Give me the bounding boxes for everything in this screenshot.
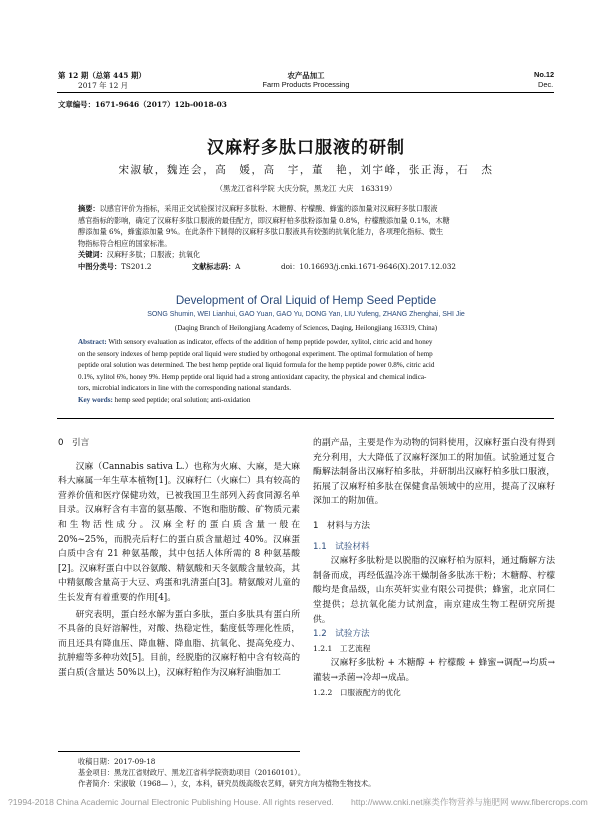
footnotes (78, 756, 548, 789)
section-test-methods: 1.2 试验方法 (313, 629, 370, 640)
english-abstract-line: peptide oral solution was determined. The best hemp peptide oral liquid formula for the hemp peptide power 0.8%, citric acid (78, 361, 435, 370)
abstract-label: 摘要： (78, 204, 100, 213)
english-title: Development of Oral Liquid of Hemp Seed Peptide (175, 294, 437, 307)
received-date: 收稿日期：2017-09-18 (78, 757, 156, 766)
doc-code-label: 文献标志码： (192, 261, 236, 271)
right-column (313, 436, 555, 700)
author-list: 宋淑敏，魏连会，高 媛，高 宇，董 艳，刘宇峰，张正海，石 杰 (118, 164, 494, 176)
materials-paragraph: 汉麻籽多肽粉是以脱脂的汉麻籽柏为原料，通过酶解方法制备而成，再经低温冷冻干燥制备多肽冻干粉；木糖醇、柠檬酸均是食品级，山东英轩实业有限公司提供；蜂蜜，北京同仁堂提供；总抗氧化能力试剂盒，南京建成生物工程研究所提供。 (313, 556, 555, 625)
keywords-cn: 汉麻籽多肽；口服液；抗氧化 (106, 250, 201, 260)
clc-label: 中图分类号： (78, 261, 122, 271)
abstract-line: 物指标符合相应的国家标准。 (78, 238, 172, 248)
header-rule (57, 92, 554, 93)
abstract-rule (57, 418, 554, 419)
journal-month: Dec. (538, 80, 554, 89)
affiliation: （黑龙江省科学院 大庆分院，黑龙江 大庆 163319） (215, 184, 397, 193)
site-watermark: 麻类作物营养与施肥网 www.fibercrops.com (422, 797, 588, 807)
doi-label: doi： (280, 261, 300, 271)
left-column (58, 436, 300, 681)
keywords-label: 关键词： (78, 250, 107, 260)
english-authors: SONG Shumin, WEI Lianhui, GAO Yuan, GAO Yu, DONG Yan, LIU Yufeng, ZHANG Zhenghai, SHI Jie (147, 311, 465, 318)
process-flow-paragraph: 汉麻籽多肽粉 + 木糖醇 + 柠檬酸 + 蜂蜜→调配→均质→灌装→杀菌→冷却→成品。 (313, 658, 555, 683)
journal-name-cn: 农产品加工 (287, 71, 325, 80)
clc-value: TS201.2 (121, 261, 152, 271)
issue-date: 2017 年 12 月 (78, 81, 129, 90)
english-abstract-label: Abstract: (78, 338, 107, 346)
english-abstract-line: With sensory evaluation as indicator, effects of the addition of hemp peptide powder, xylitol, citric acid and honey (108, 338, 433, 346)
copyright-watermark (8, 796, 588, 808)
doi-value: 10.16693/j.cnki.1671-9646(X).2017.12.032 (299, 261, 456, 271)
abstract-line: 感官指标的影响，确定了汉麻籽多肽口服液的最佳配方，即汉麻籽柏多肽粉添加量 0.8%，柠檬酸添加量 0.1%，木糖 (78, 215, 450, 225)
section-formula-optimization: 1.2.2 口服液配方的优化 (313, 687, 401, 697)
english-affiliation: (Daqing Branch of Heilongjiang Academy of Sciences, Daqing, Heilongjiang 163319, China) (174, 324, 438, 332)
abstract-line: 醇添加量 6%，蜂蜜添加量 9%。在此条件下制得的汉麻籽多肽口服液具有较强的抗氧化能力，各项理化指标、微生 (78, 227, 444, 237)
article-number: 文章编号：1671-9646（2017）12b-0018-03 (58, 100, 227, 109)
paper-title: 汉麻籽多肽口服液的研制 (207, 138, 405, 158)
section-materials-methods: 1 材料与方法 (313, 520, 371, 531)
english-abstract-line: on the sensory indexes of hemp peptide oral liquid were studied by orthogonal experiment. The optimal formulation of hemp (78, 349, 433, 358)
footnote-rule (58, 751, 300, 752)
abstract-cn (78, 203, 538, 273)
section-process-flow: 1.2.1 工艺流程 (313, 643, 371, 653)
english-keywords: hemp seed peptide; oral solution; anti-oxidation (114, 395, 251, 404)
copyright-text: ?1994-2018 China Academic Journal Electronic Publishing House. All rights reserved. http://www.cnki.net (8, 797, 423, 807)
author-bio: 作者简介：宋淑敏（1968— ），女，本科，研究员级高级农艺师，研究方向为植物生物技术。 (78, 779, 376, 788)
section-test-materials: 1.1 试验材料 (313, 541, 370, 552)
english-keywords-label: Key words: (78, 395, 113, 404)
english-abstract-line: tors, microbial indicators in line with the corresponding national standards. (78, 384, 291, 393)
intro-paragraph-3: 的副产品，主要是作为动物的饲料使用，汉麻籽蛋白没有得到充分利用，大大降低了汉麻籽深加工的附加值。试验通过复合酶解法制备出汉麻籽柏多肽，并研制出汉麻籽柏多肽口服液，拓展了汉麻籽柏多肽在保健食品领域中的应用，提高了汉麻籽深加工的附加值。 (313, 438, 555, 507)
abstract-en (78, 337, 538, 407)
intro-paragraph-1: 汉麻（Cannabis sativa L.）也称为火麻、大麻，是大麻科大麻属一年生草本植物[1]。汉麻籽仁（火麻仁）具有较高的营养价值和医疗保健功效，已被我国卫生部列入药食同源名单目录。汉麻籽含有丰富的氨基酸、不饱和脂肪酸、矿物质元素和生物活性成分。汉麻全籽的蛋白质含量一般在 20%~25%，而脱壳后籽仁的蛋白质含量超过 40%。汉麻蛋白质中含有 21 种氨基酸，其中包括人体所需的 8 种氨基酸[2]。汉麻籽蛋白中以谷氨酸、精氨酸和天冬氨酸含量较高，其中精氨酸含量高于大豆、鸡蛋和乳清蛋白[3]。精氨酸对儿童的生长发育有着重要的作用[4]。 (58, 461, 300, 603)
doc-code-value: A (235, 261, 241, 271)
journal-name-en: Farm Products Processing (262, 80, 350, 89)
fund-note: 基金项目：黑龙江省财政厅、黑龙江省科学院资助项目（20160101）。 (78, 768, 306, 777)
section-introduction: 0 引言 (58, 438, 90, 448)
journal-no: No.12 (534, 70, 555, 79)
issue-number: 第 12 期（总第 445 期） (58, 71, 146, 80)
abstract-line: 以感官评价为指标，采用正交试验探讨汉麻籽多肽粉、木糖醇、柠檬酸、蜂蜜的添加量对汉麻籽多肽口服液 (99, 204, 438, 213)
english-abstract-line: 0.1%, xylitol 6%, honey 9%. Hemp peptide oral liquid had a strong antioxidant capacity, the physical and chemical indica- (78, 372, 427, 381)
intro-paragraph-2: 研究表明，蛋白经水解为蛋白多肽，蛋白多肽具有蛋白所不具备的良好溶解性，对酸、热稳定性，黏度低等理化性质，而且还具有降血压、降血糖、降血脂、抗氧化、提高免疫力、抗肿瘤等多种功效[5]。目前，经脱脂的汉麻籽粕中含有较高的蛋白质(含量达 50%以上)，汉麻籽粕作为汉麻籽油脂加工 (58, 609, 300, 678)
